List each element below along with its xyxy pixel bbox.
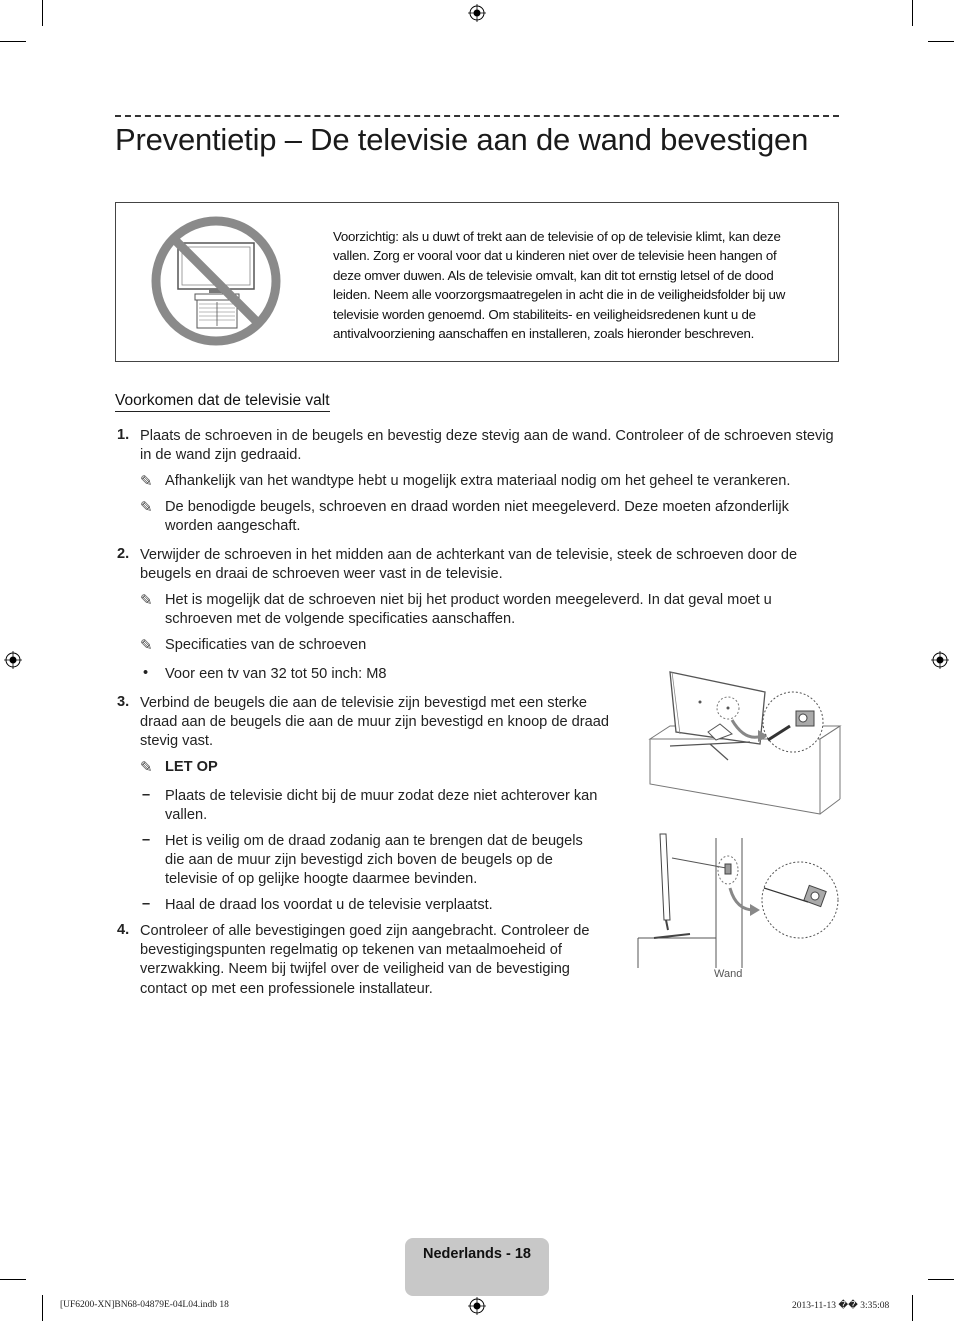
crop-mark xyxy=(928,41,954,42)
title-dashed-rule xyxy=(115,115,839,117)
dash-icon: – xyxy=(142,787,151,803)
note-text: Het is mogelijk dat de schroeven niet bij het product worden meegeleverd. In dat geval moet u schroeven met de volgende specificaties aanschaffen. xyxy=(165,592,772,628)
page-number-label: Nederlands - 18 xyxy=(423,1246,531,1262)
registration-mark-icon xyxy=(931,651,949,669)
note-text: Afhankelijk van het wandtype hebt u mogelijk extra materiaal nodig om het geheel te verankeren. xyxy=(165,473,791,489)
caution-text: Voorzichtig: als u duwt of trekt aan de televisie of op de televisie klimt, kan deze vallen. Zorg er vooral voor dat u kinderen niet over de televisie heen hangen of deze omver duwen. Als de televisie omvalt, kan dit tot ernstig letsel of de dood leiden. Neem alle voorzorgsmaatregelen in acht die in de veiligheidsfolder bij uw televisie worden genoemd. Om stabiliteits- en veiligheidsredenen kunt u de antivalvoorziening aanschaffen en installeren, zoals hieronder beschreven. xyxy=(333,229,786,342)
wall-label: Wand xyxy=(714,968,743,980)
dash-icon: – xyxy=(142,832,151,848)
note-pencil-icon: ✎ xyxy=(140,592,153,609)
crop-mark xyxy=(0,41,26,42)
step-text: Verbind de beugels die aan de televisie zijn bevestigd met een sterke draad aan de beugels die aan de muur zijn bevestigd en knoop de draad stevig vast. xyxy=(140,695,609,750)
dash-icon: – xyxy=(142,896,151,912)
step-number: 2. xyxy=(117,546,130,562)
step-text: Plaats de schroeven in de beugels en bevestig deze stevig aan de wand. Controleer of de schroeven stevig in de wand zijn gedraaid. xyxy=(140,428,834,464)
no-climbing-tv-icon xyxy=(151,216,281,346)
note-pencil-icon: ✎ xyxy=(140,499,153,516)
note-text: Specificaties van de schroeven xyxy=(165,637,367,653)
step-number: 3. xyxy=(117,694,130,710)
crop-mark xyxy=(928,1279,954,1280)
step-number: 4. xyxy=(117,922,130,938)
dash-text: Het is veilig om de draad zodanig aan te brengen dat de beugels die aan de muur zijn bevestigd zich boven de beugels op de televisie of op gelijke hoogte daarmee bevinden. xyxy=(165,833,583,888)
registration-mark-icon xyxy=(468,4,486,22)
dash-text: Plaats de televisie dicht bij de muur zodat deze niet achterover kan vallen. xyxy=(165,788,598,824)
bullet-text: Voor een tv van 32 tot 50 inch: M8 xyxy=(165,666,387,682)
note-caution-label: LET OP xyxy=(165,759,218,775)
note-pencil-icon: ✎ xyxy=(140,637,153,654)
caution-box xyxy=(115,202,839,362)
crop-mark xyxy=(912,1295,913,1321)
crop-mark xyxy=(912,0,913,26)
slug-filename: [UF6200-XN]BN68-04879E-04L04.indb 18 xyxy=(60,1300,229,1310)
section-heading: Voorkomen dat de televisie valt xyxy=(115,392,330,412)
crop-mark xyxy=(42,0,43,26)
bullet-icon: • xyxy=(143,665,149,681)
step-number: 1. xyxy=(117,427,130,443)
tv-bracket-illustration xyxy=(640,664,844,819)
crop-mark xyxy=(0,1279,26,1280)
note-text: De benodigde beugels, schroeven en draad worden niet meegeleverd. Deze moeten afzonderlijk worden aangeschaft. xyxy=(165,499,789,535)
step-text: Verwijder de schroeven in het midden aan de achterkant van de televisie, steek de schroeven door de beugels en draai de schroeven weer vast in de televisie. xyxy=(140,547,798,583)
registration-mark-icon xyxy=(4,651,22,669)
wall-wire-illustration xyxy=(636,830,844,970)
page-number-tab xyxy=(405,1238,549,1296)
note-pencil-icon: ✎ xyxy=(140,473,153,490)
step-text: Controleer of alle bevestigingen goed zijn aangebracht. Controleer de bevestigingspunten regelmatig op tekenen van metaalmoeheid of verzwakking. Neem bij twijfel over de veiligheid van de bevestiging contact op met een professionele installateur. xyxy=(140,923,590,997)
page-title: Preventietip – De televisie aan de wand bevestigen xyxy=(115,122,809,157)
dash-text: Haal de draad los voordat u de televisie verplaatst. xyxy=(165,897,493,913)
slug-timestamp: 2013-11-13 �� 3:35:08 xyxy=(792,1301,890,1311)
registration-mark-icon xyxy=(468,1297,486,1315)
crop-mark xyxy=(42,1295,43,1321)
note-pencil-icon: ✎ xyxy=(140,759,153,776)
